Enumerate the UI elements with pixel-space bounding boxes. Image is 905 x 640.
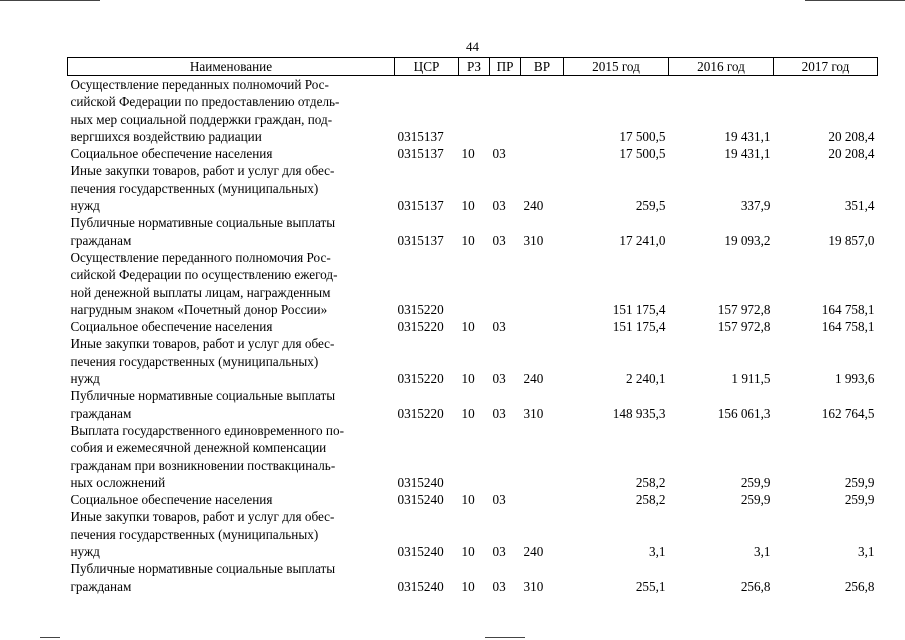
row-2015: 2 240,1	[625, 371, 666, 387]
row-pr: 03	[492, 544, 506, 560]
row-csr: 0315137	[397, 128, 444, 144]
row-2017: 259,9	[844, 474, 875, 490]
table-row	[68, 422, 878, 491]
row-rz: 10	[461, 492, 475, 508]
row-2017: 164 758,1	[821, 319, 875, 335]
row-rz	[459, 76, 490, 146]
row-vr: 310	[523, 578, 544, 594]
scan-edge-top-right	[805, 0, 905, 1]
row-name: Социальное обеспечение населения	[70, 319, 273, 335]
table-row	[68, 560, 878, 595]
row-2017: 20 208,4	[828, 146, 875, 162]
row-csr: 0315137	[397, 232, 444, 248]
row-2016: 19 431,1	[724, 146, 771, 162]
row-name: Иные закупки товаров, работ и услуг для обес- печения государственных (муниципальных) нужд	[70, 336, 335, 387]
row-csr: 0315220	[397, 371, 444, 387]
row-name: Социальное обеспечение населения	[70, 146, 273, 162]
row-2016: 3,1	[754, 544, 771, 560]
header-2017: 2017 год	[774, 58, 878, 76]
row-name: Социальное обеспечение населения	[70, 492, 273, 508]
row-csr: 0315240	[397, 544, 444, 560]
header-csr: ЦСР	[395, 58, 459, 76]
row-vr	[521, 422, 564, 491]
row-vr: 240	[523, 544, 544, 560]
row-rz: 10	[461, 405, 475, 421]
row-vr	[521, 76, 564, 146]
row-rz: 10	[461, 578, 475, 594]
table-row	[68, 249, 878, 318]
row-pr: 03	[492, 578, 506, 594]
table-row	[68, 145, 878, 162]
row-pr: 03	[492, 198, 506, 214]
row-vr	[521, 145, 564, 162]
row-2017: 259,9	[844, 492, 875, 508]
row-2016: 19 093,2	[724, 232, 771, 248]
row-name: Выплата государственного единовременного по- собия и ежемесячной денежной компенсации гражданам при возникновении поствакциналь- ных осложнений	[70, 422, 344, 490]
row-pr: 03	[492, 492, 506, 508]
table-body	[68, 76, 878, 595]
scan-edge-top-left	[0, 0, 100, 1]
row-2016: 259,9	[740, 492, 771, 508]
row-2015: 148 935,3	[612, 405, 666, 421]
row-csr: 0315137	[397, 146, 444, 162]
row-rz: 10	[461, 371, 475, 387]
budget-table	[67, 57, 878, 595]
row-rz: 10	[461, 319, 475, 335]
row-pr	[490, 422, 521, 491]
row-2016: 156 061,3	[717, 405, 771, 421]
row-vr: 310	[523, 405, 544, 421]
row-name: Иные закупки товаров, работ и услуг для обес- печения государственных (муниципальных) нужд	[70, 163, 335, 214]
row-2015: 259,5	[635, 198, 666, 214]
row-csr: 0315240	[397, 474, 444, 490]
row-name: Осуществление переданного полномочия Рос- сийской Федерации по осуществлению ежегод- ной денежной выплаты лицам, награжденным нагрудным знаком «Почетный донор России»	[70, 249, 338, 317]
row-pr: 03	[492, 146, 506, 162]
table-row	[68, 318, 878, 335]
row-name: Публичные нормативные социальные выплаты гражданам	[70, 561, 336, 594]
row-csr: 0315137	[397, 198, 444, 214]
header-rz: РЗ	[459, 58, 490, 76]
row-2016: 259,9	[740, 474, 771, 490]
page-number: 44	[466, 39, 479, 54]
row-2016: 337,9	[740, 198, 771, 214]
row-vr	[521, 318, 564, 335]
row-pr	[490, 249, 521, 318]
table-row	[68, 214, 878, 249]
row-rz: 10	[461, 232, 475, 248]
header-2016: 2016 год	[669, 58, 774, 76]
row-2016: 19 431,1	[724, 128, 771, 144]
row-2016: 256,8	[740, 578, 771, 594]
scan-edge-bottom-mid	[485, 637, 525, 638]
row-vr	[521, 491, 564, 508]
row-vr: 310	[523, 232, 544, 248]
row-name: Публичные нормативные социальные выплаты гражданам	[70, 388, 336, 421]
row-rz	[459, 249, 490, 318]
row-2015: 255,1	[635, 578, 666, 594]
header-name: Наименование	[68, 58, 395, 76]
row-2015: 17 500,5	[619, 128, 666, 144]
row-pr: 03	[492, 371, 506, 387]
row-2016: 157 972,8	[717, 319, 771, 335]
row-2015: 151 175,4	[612, 301, 666, 317]
row-csr: 0315220	[397, 301, 444, 317]
row-2015: 258,2	[635, 492, 666, 508]
table-header-row	[68, 58, 878, 76]
row-csr: 0315240	[397, 492, 444, 508]
row-csr: 0315220	[397, 319, 444, 335]
row-2017: 351,4	[844, 198, 875, 214]
row-rz	[459, 422, 490, 491]
row-pr: 03	[492, 319, 506, 335]
row-2015: 258,2	[635, 474, 666, 490]
row-rz: 10	[461, 544, 475, 560]
row-pr	[490, 76, 521, 146]
row-2017: 19 857,0	[828, 232, 875, 248]
table-row	[68, 387, 878, 422]
row-2017: 164 758,1	[821, 301, 875, 317]
row-vr: 240	[523, 198, 544, 214]
row-pr: 03	[492, 405, 506, 421]
row-csr: 0315220	[397, 405, 444, 421]
row-name: Иные закупки товаров, работ и услуг для обес- печения государственных (муниципальных) нужд	[70, 509, 335, 560]
row-2017: 162 764,5	[821, 405, 875, 421]
table-row	[68, 76, 878, 146]
row-2017: 3,1	[858, 544, 875, 560]
row-vr	[521, 249, 564, 318]
header-2015: 2015 год	[564, 58, 669, 76]
row-csr: 0315240	[397, 578, 444, 594]
row-vr: 240	[523, 371, 544, 387]
header-vr: ВР	[521, 58, 564, 76]
table-row	[68, 508, 878, 560]
table-row	[68, 491, 878, 508]
row-2017: 256,8	[844, 578, 875, 594]
row-2015: 17 500,5	[619, 146, 666, 162]
header-pr: ПР	[490, 58, 521, 76]
row-2016: 157 972,8	[717, 301, 771, 317]
row-2016: 1 911,5	[731, 371, 771, 387]
table-row	[68, 162, 878, 214]
row-name: Публичные нормативные социальные выплаты гражданам	[70, 215, 336, 248]
scan-edge-bottom-left	[40, 637, 60, 638]
row-2015: 3,1	[649, 544, 666, 560]
row-2017: 20 208,4	[828, 128, 875, 144]
row-pr: 03	[492, 232, 506, 248]
row-name: Осуществление переданных полномочий Рос- сийской Федерации по предоставлению отдель- ных мер социальной поддержки граждан, под- вергшихся воздействию радиации	[70, 77, 340, 144]
row-rz: 10	[461, 198, 475, 214]
row-rz: 10	[461, 146, 475, 162]
row-2017: 1 993,6	[834, 371, 875, 387]
row-2015: 17 241,0	[619, 232, 666, 248]
table-row	[68, 335, 878, 387]
row-2015: 151 175,4	[612, 319, 666, 335]
